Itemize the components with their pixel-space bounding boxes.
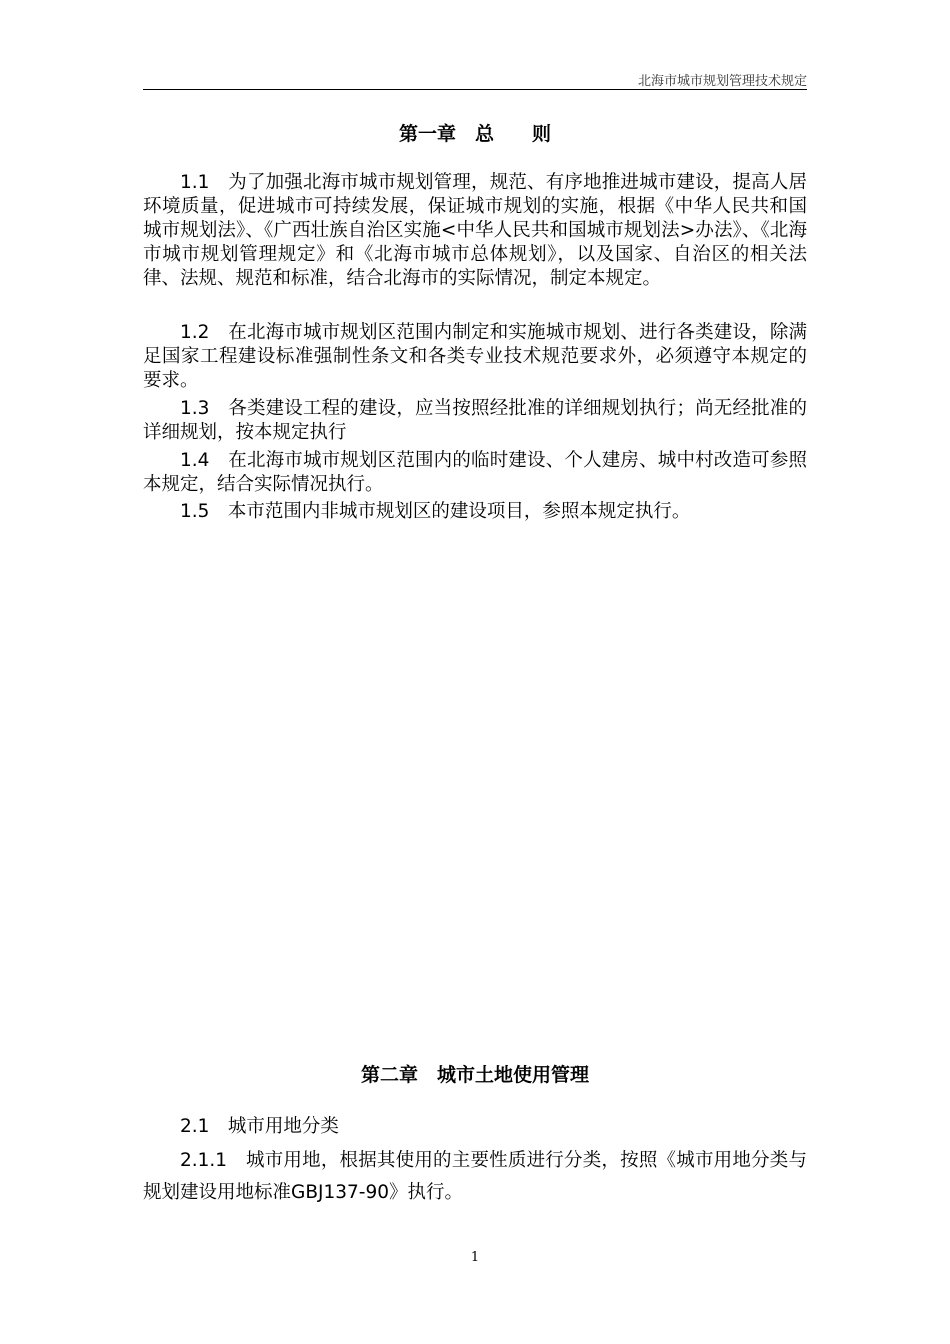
header-divider (143, 89, 807, 90)
paragraph-2-1-1: 2.1.1 城市用地，根据其使用的主要性质进行分类，按照《城市用地分类与规划建设用地标准GBJ137-90》执行。 (143, 1150, 807, 1203)
chapter-2-title: 第二章 城市土地使用管理 (360, 1064, 589, 1086)
paragraph-1-1: 1.1 为了加强北海市城市规划管理，规范、有序地推进城市建设，提高人居环境质量，促进城市可持续发展，保证城市规划的实施，根据《中华人民共和国城市规划法》、《广西壮族自治区实施<中华人民共和国城市规划法>办法》、《北海市城市规划管理规定》和《北海市城市总体规划》，以及国家、自治区的相关法律、法规、规范和标准，结合北海市的实际情况，制定本规定。 (143, 172, 807, 289)
chapter-1-title: 第一章 总 则 (398, 123, 551, 145)
header-title: 北海市城市规划管理技术规定 (637, 74, 807, 89)
page-number: 1 (470, 1250, 480, 1265)
paragraph-2-1: 2.1 城市用地分类 (180, 1116, 339, 1137)
paragraph-1-2: 1.2 在北海市城市规划区范围内制定和实施城市规划、进行各类建设，除满足国家工程建设标准强制性条文和各类专业技术规范要求外，必须遵守本规定的要求。 (143, 322, 807, 391)
paragraph-1-5: 1.5 本市范围内非城市规划区的建设项目，参照本规定执行。 (180, 501, 691, 522)
paragraph-1-3: 1.3 各类建设工程的建设，应当按照经批准的详细规划执行；尚无经批准的详细规划，按本规定执行 (143, 398, 807, 443)
paragraph-1-4: 1.4 在北海市城市规划区范围内的临时建设、个人建房、城中村改造可参照本规定，结合实际情况执行。 (143, 450, 807, 495)
